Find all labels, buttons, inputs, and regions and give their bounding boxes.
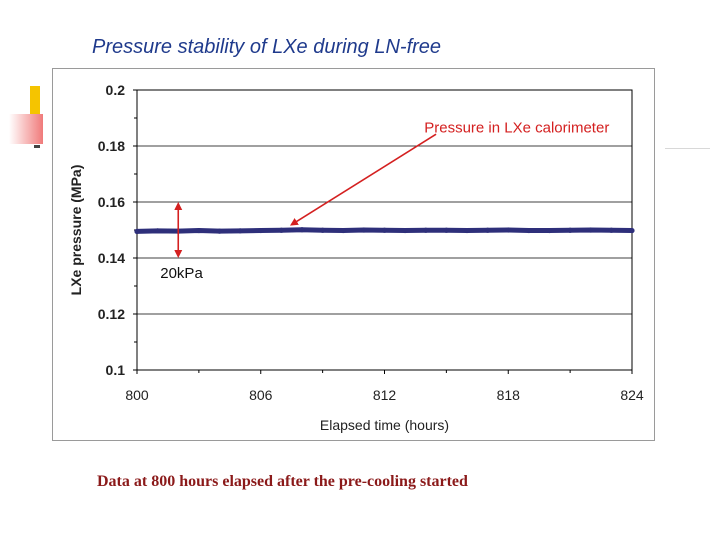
decorative-dash	[34, 145, 40, 148]
series-point	[485, 228, 490, 233]
series-point	[629, 228, 634, 233]
chart-frame	[52, 68, 655, 441]
series-point	[403, 228, 408, 233]
series-point	[134, 229, 139, 234]
y-axis-label: LXe pressure (MPa)	[68, 164, 84, 296]
series-point	[196, 228, 201, 233]
series-point	[506, 227, 511, 232]
series-point	[155, 228, 160, 233]
series-point	[568, 228, 573, 233]
x-tick-label: 818	[496, 387, 520, 403]
y-tick-label: 0.16	[97, 194, 125, 210]
series-point	[279, 228, 284, 233]
series-point	[361, 227, 366, 232]
x-tick-label: 824	[620, 387, 644, 403]
series-point	[588, 227, 593, 232]
y-tick-label: 0.2	[105, 82, 125, 98]
y-tick-label: 0.1	[105, 362, 125, 378]
decorative-line	[665, 148, 710, 149]
x-tick-label: 800	[125, 387, 149, 403]
series-point	[382, 228, 387, 233]
series-pointer-arrow	[292, 134, 436, 224]
slide-caption: Data at 800 hours elapsed after the pre-cooling started	[97, 473, 468, 490]
series-label: Pressure in LXe calorimeter	[424, 119, 610, 137]
series-point	[320, 228, 325, 233]
series-point	[238, 228, 243, 233]
series-point	[464, 228, 469, 233]
x-tick-label: 806	[249, 387, 273, 403]
range-label: 20kPa	[160, 265, 203, 282]
series-point	[299, 227, 304, 232]
decorative-yellow-bar	[30, 86, 40, 116]
series-point	[423, 228, 428, 233]
decorative-red-block	[9, 114, 43, 144]
series-point	[547, 228, 552, 233]
series-point	[609, 228, 614, 233]
series-point	[341, 228, 346, 233]
y-tick-label: 0.12	[97, 306, 125, 322]
y-tick-label: 0.18	[97, 138, 125, 154]
x-tick-label: 812	[372, 387, 397, 403]
series-point	[217, 229, 222, 234]
pressure-chart	[53, 69, 656, 442]
series-point	[444, 228, 449, 233]
y-tick-label: 0.14	[97, 250, 125, 266]
series-point	[258, 228, 263, 233]
slide-title: Pressure stability of LXe during LN-free	[92, 36, 442, 58]
series-point	[526, 228, 531, 233]
x-axis-label: Elapsed time (hours)	[319, 417, 450, 433]
